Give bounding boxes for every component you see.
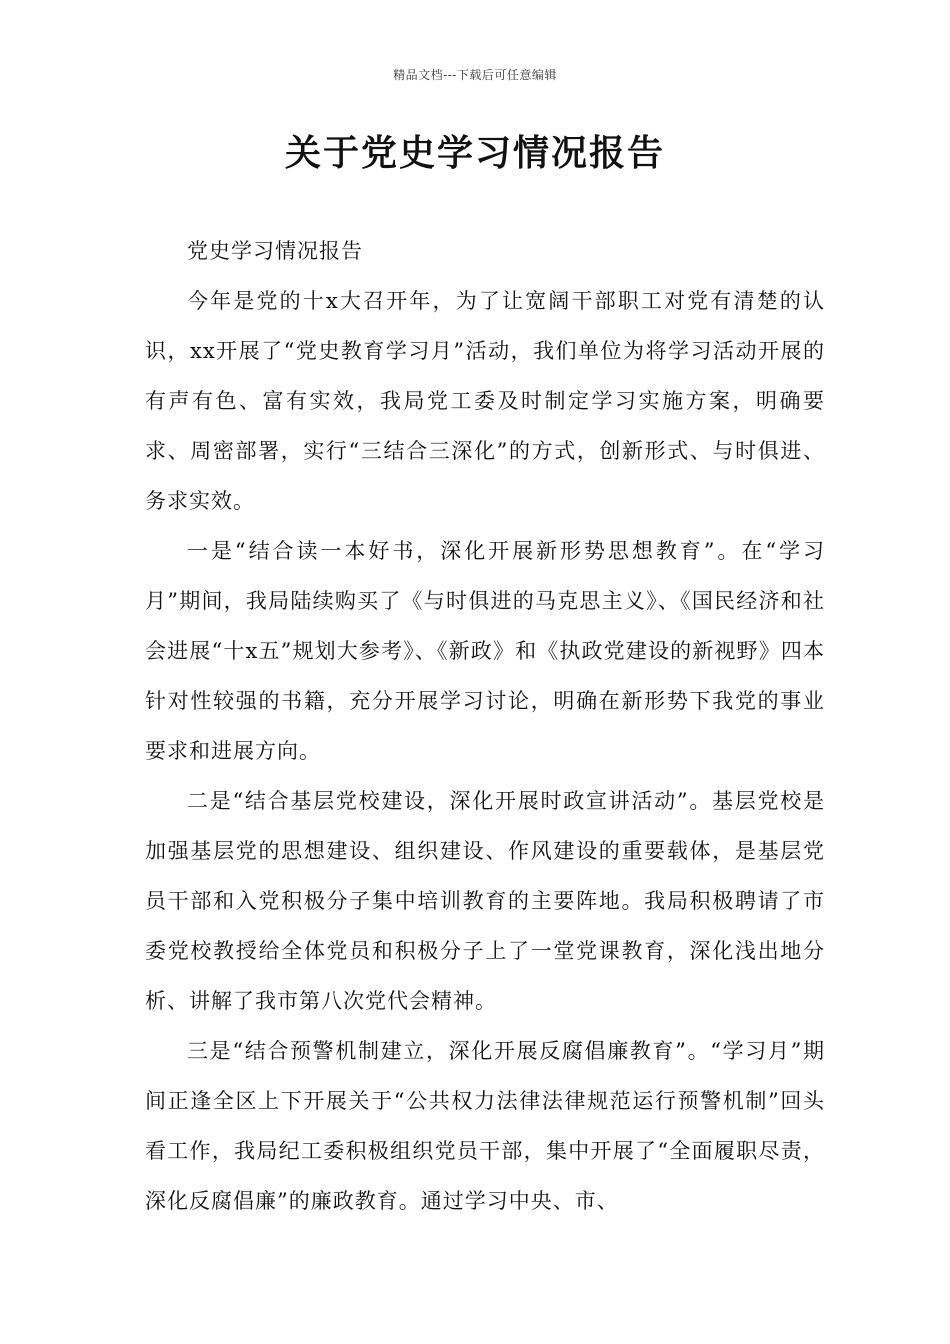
header-note: 精品文档---下载后可任意编辑 (393, 68, 557, 82)
document-body (145, 226, 825, 1226)
paragraph-point-one: 一是“结合读一本好书，深化开展新形势思想教育”。在“学习月”期间，我局陆续购买了《与时俱进的马克思主义》、《国民经济和社会进展“十x五”规划大参考》、《新政》和《执政党建设的新视野》四本针对性较强的书籍，充分开展学习讨论，明确在新形势下我党的事业要求和进展方向。 (145, 539, 825, 763)
paragraph-subtitle: 党史学习情况报告 (187, 239, 363, 263)
paragraph-point-two: 二是“结合基层党校建设，深化开展时政宣讲活动”。基层党校是加强基层党的思想建设、组织建设、作风建设的重要载体，是基层党员干部和入党积极分子集中培训教育的主要阵地。我局积极聘请了市委党校教授给全体党员和积极分子上了一堂党课教育，深化浅出地分析、讲解了我市第八次党代会精神。 (145, 789, 825, 1013)
paragraph-intro: 今年是党的十x大召开年，为了让宽阔干部职工对党有清楚的认识，xx开展了“党史教育学习月”活动，我们单位为将学习活动开展的有声有色、富有实效，我局党工委及时制定学习实施方案，明确要求、周密部署，实行“三结合三深化”的方式，创新形式、与时俱进、务求实效。 (145, 289, 825, 513)
paragraph-point-three: 三是“结合预警机制建立，深化开展反腐倡廉教育”。“学习月”期间正逢全区上下开展关于“公共权力法律法律规范运行预警机制”回头看工作，我局纪工委积极组织党员干部，集中开展了“全面履职尽责，深化反腐倡廉”的廉政教育。通过学习中央、市、 (145, 1039, 825, 1213)
document-title: 关于党史学习情况报告 (284, 132, 665, 174)
